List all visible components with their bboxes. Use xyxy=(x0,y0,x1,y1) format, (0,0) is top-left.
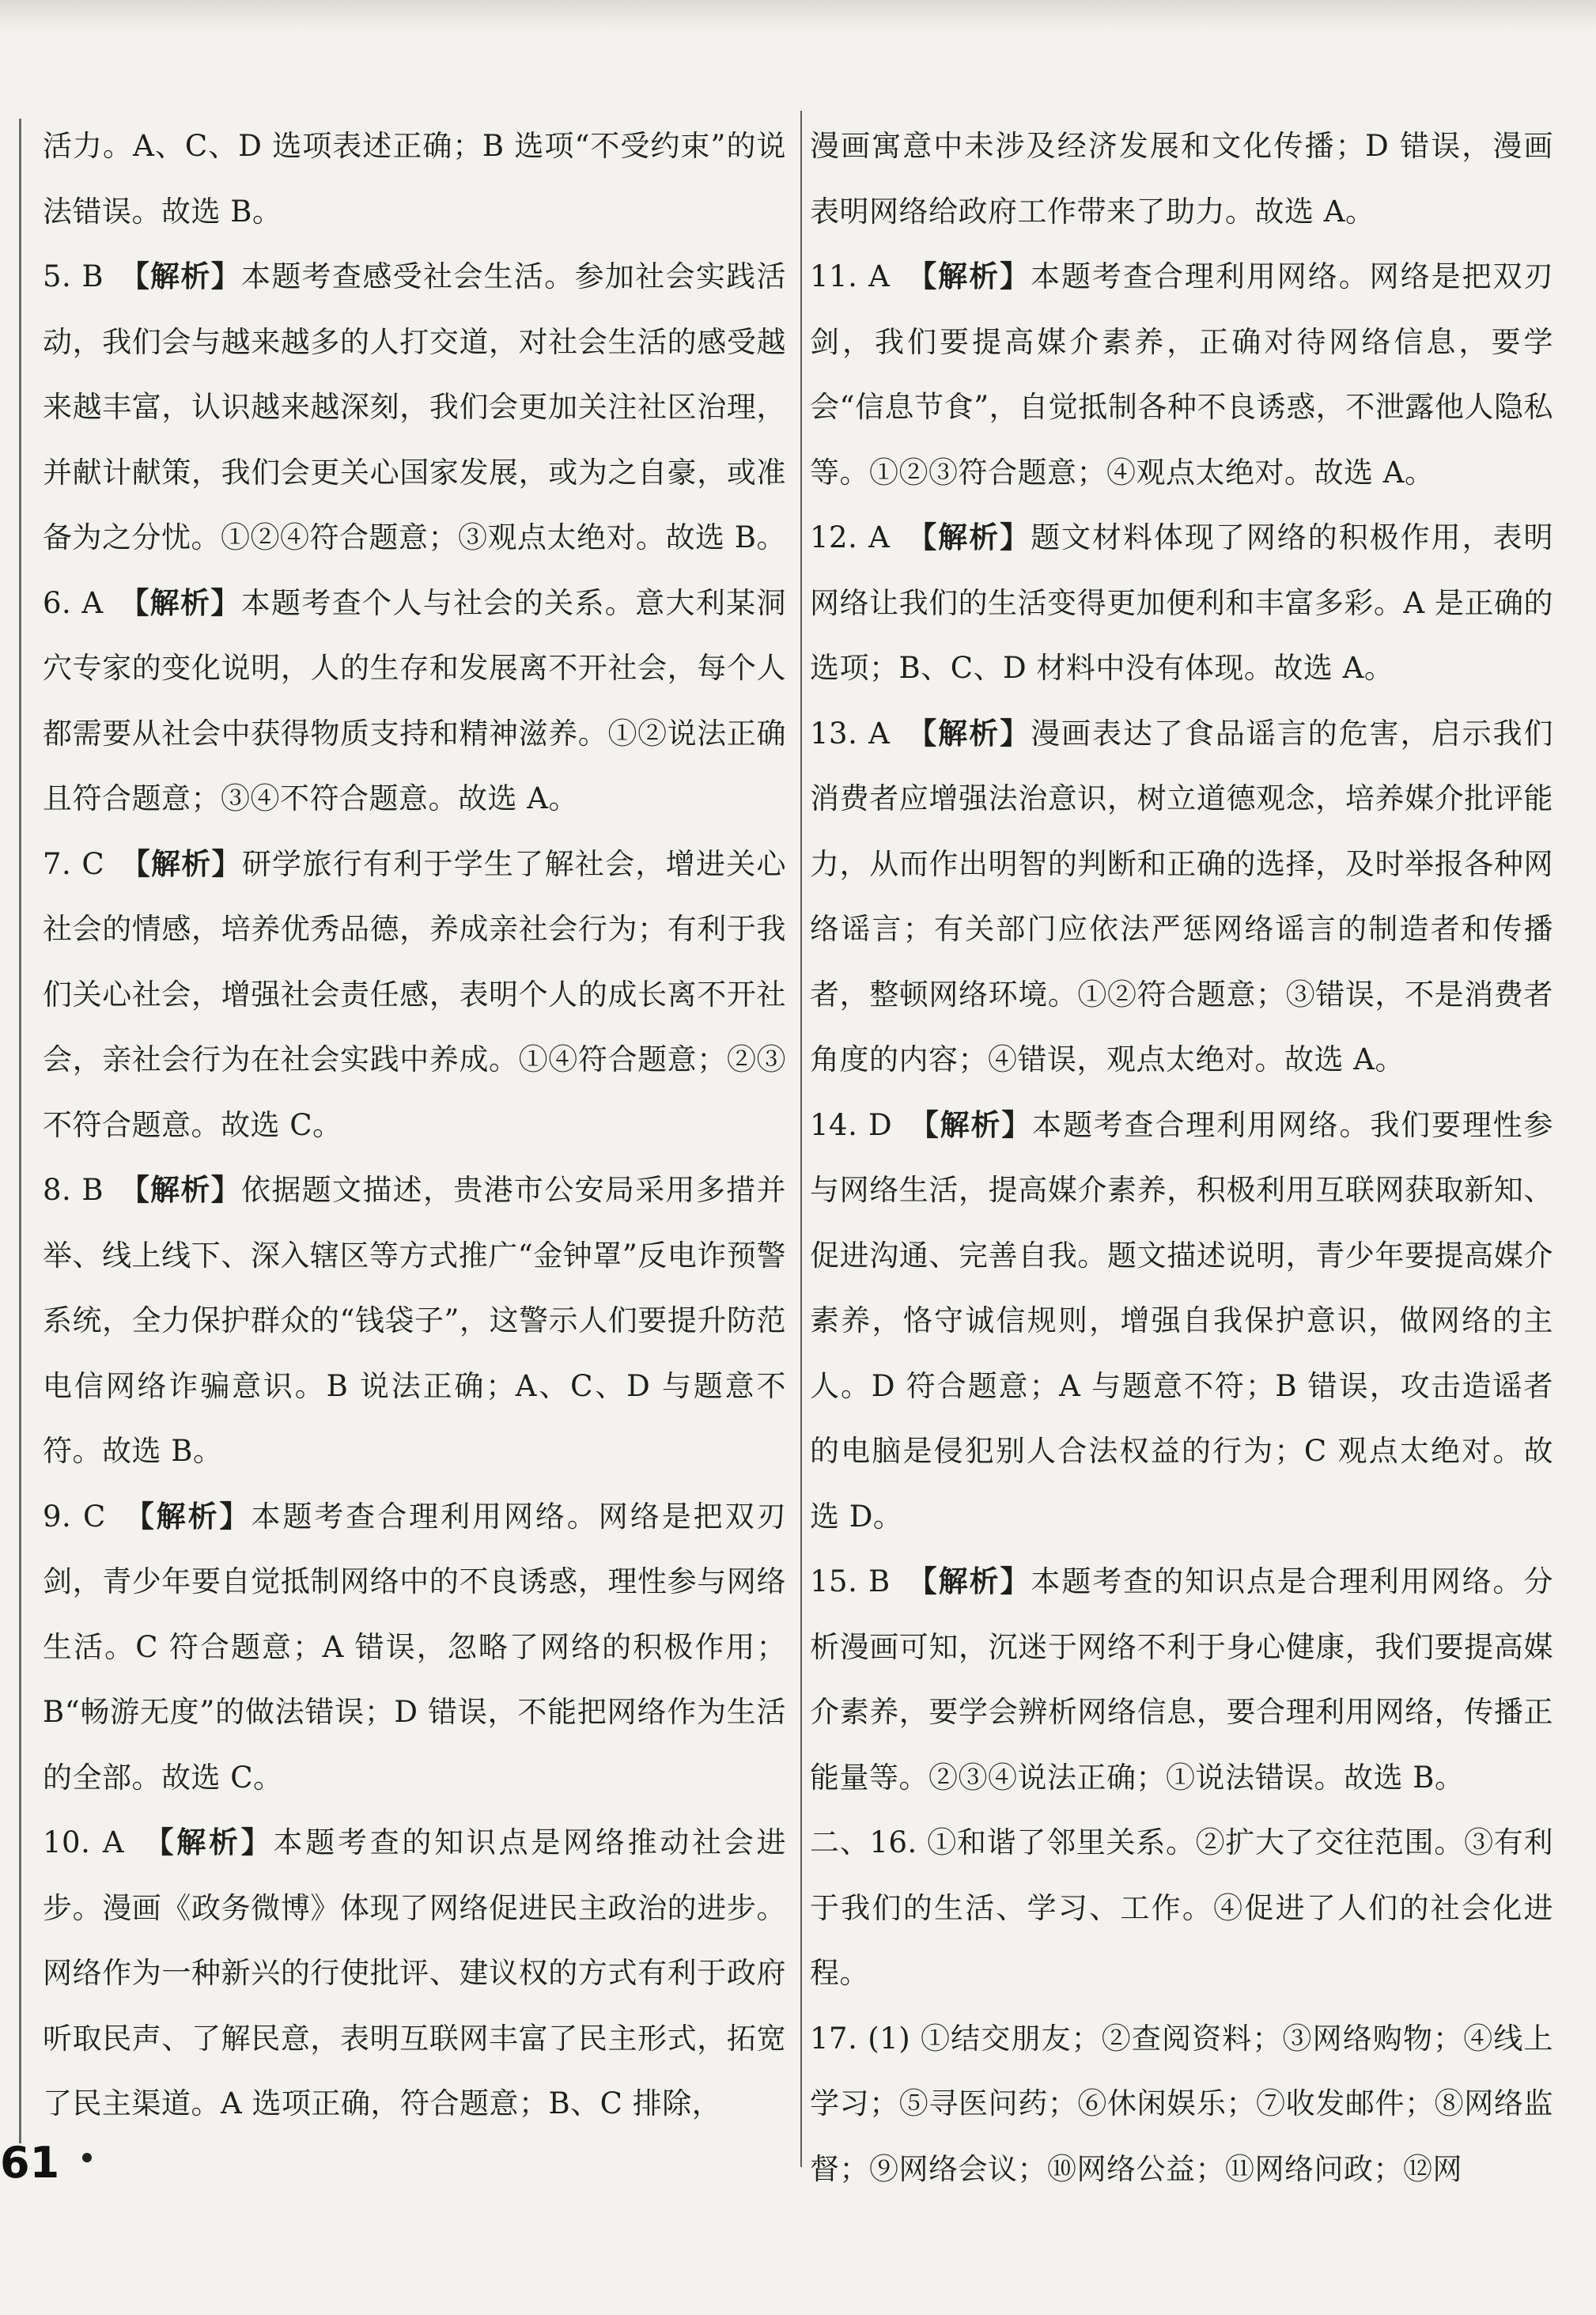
answer-number: 6. A xyxy=(43,585,134,620)
analysis-text: 本题考查合理利用网络。网络是把双刃剑，我们要提高媒介素养，正确对待网络信息，要学会“信息节食”，自觉抵制各种不良诱惑，不泄露他人隐私等。①②③符合题意；④观点太绝对。故选 A。 xyxy=(810,259,1554,490)
answer-15 xyxy=(810,1549,1553,1810)
analysis-tag: 【解析】 xyxy=(134,585,241,620)
left-column xyxy=(43,114,786,2137)
analysis-text: 本题考查的知识点是网络推动社会进步。漫画《政务微博》体现了网络促进民主政治的进步。网络作为一种新兴的行使批评、建议权的方式有利于政府听取民声、了解民意，表明互联网丰富了民主形式，拓宽了民主渠道。A 选项正确，符合题意；B、C 排除， xyxy=(43,1825,787,2120)
analysis-text: 漫画表达了食品谣言的危害，启示我们消费者应增强法治意识，树立道德观念，培养媒介批评能力，从而作出明智的判断和正确的选择，及时举报各种网络谣言；有关部门应依法严惩网络谣言的制造者和传播者，整顿网络环境。①②符合题意；③错误，不是消费者角度的内容；④错误，观点太绝对。故选 A。 xyxy=(810,716,1554,1076)
analysis-tag: 【解析】 xyxy=(922,1564,1031,1598)
analysis-text: 本题考查合理利用网络。网络是把双刃剑，青少年要自觉抵制网络中的不良诱惑，理性参与网络生活。C 符合题意；A 错误，忽略了网络的积极作用；B“畅游无度”的做法错误；D 错误，不能把网络作为生活的全部。故选 C。 xyxy=(43,1499,787,1795)
analysis-tag: 【解析】 xyxy=(921,259,1031,293)
entry-text: 漫画寓意中未涉及经济发展和文化传播；D 错误，漫画表明网络给政府工作带来了助力。故选 A。 xyxy=(810,129,1553,229)
analysis-tag: 【解析】 xyxy=(139,1499,252,1534)
answer-7 xyxy=(43,832,786,1159)
analysis-text: 本题考查的知识点是合理利用网络。分析漫画可知，沉迷于网络不利于身心健康，我们要提高媒介素养，要学会辨析网络信息，要合理利用网络，传播正能量等。②③④说法正确；①说法错误。故选 B。 xyxy=(810,1564,1554,1795)
left-margin-line xyxy=(19,119,21,2143)
analysis-tag: 【解析】 xyxy=(924,1107,1033,1142)
right-column xyxy=(810,114,1553,2202)
answer-number: 9. C xyxy=(43,1499,140,1534)
analysis-text: 题文材料体现了网络的积极作用，表明网络让我们的生活变得更加便利和丰富多彩。A 是正确的选项；B、C、D 材料中没有体现。故选 A。 xyxy=(810,520,1554,685)
answer-number: 8. B xyxy=(43,1173,135,1207)
answer-5 xyxy=(43,244,786,571)
answer-16 xyxy=(810,1810,1553,2007)
entry-text: 二、16. ①和谐了邻里关系。②扩大了交往范围。③有利于我们的生活、学习、工作。④促进了人们的社会化进程。 xyxy=(810,1825,1553,1990)
analysis-tag: 【解析】 xyxy=(135,846,242,881)
analysis-text: 本题考查感受社会生活。参加社会实践活动，我们会与越来越多的人打交道，对社会生活的感受越来越丰富，认识越来越深刻，我们会更加关注社区治理，并献计献策，我们会更关心国家发展，或为之自豪，或准备为之分忧。①②④符合题意；③观点太绝对。故选 B。 xyxy=(43,259,787,554)
analysis-text: 研学旅行有利于学生了解社会，增进关心社会的情感，培养优秀品德，养成亲社会行为；有利于我们关心社会，增强社会责任感，表明个人的成长离不开社会，亲社会行为在社会实践中养成。①④符合题意；②③不符合题意。故选 C。 xyxy=(43,846,787,1142)
analysis-text: 依据题文描述，贵港市公安局采用多措并举、线上线下、深入辖区等方式推广“金钟罩”反电诈预警系统，全力保护群众的“钱袋子”，这警示人们要提升防范电信网络诈骗意识。B 说法正确；A、C、D 与题意不符。故选 B。 xyxy=(43,1173,787,1468)
answer-number: 15. B xyxy=(810,1564,923,1598)
answer-number: 7. C xyxy=(43,846,136,881)
answer-11 xyxy=(810,244,1553,505)
entry-continuation xyxy=(43,114,786,244)
answer-number: 13. A xyxy=(810,716,922,751)
answer-14 xyxy=(810,1093,1553,1550)
answer-6 xyxy=(43,571,786,832)
answer-number: 14. D xyxy=(810,1107,925,1142)
answer-number: 12. A xyxy=(810,520,922,554)
entry-text: 17. (1) ①结交朋友；②查阅资料；③网络购物；④线上学习；⑤寻医问药；⑥休闲娱乐；⑦收发邮件；⑧网络监督；⑨网络会议；⑩网络公益；⑪网络问政；⑫网 xyxy=(810,2021,1553,2186)
analysis-text: 本题考查个人与社会的关系。意大利某洞穴专家的变化说明，人的生存和发展离不开社会，每个人都需要从社会中获得物质支持和精神滋养。①②说法正确且符合题意；③④不符合题意。故选 A。 xyxy=(43,585,786,815)
entry-continuation xyxy=(810,114,1553,244)
analysis-text: 本题考查合理利用网络。我们要理性参与网络生活，提高媒介素养，积极利用互联网获取新知、促进沟通、完善自我。题文描述说明，青少年要提高媒介素养，恪守诚信规则，增强自我保护意识，做网络的主人。D 符合题意；A 与题意不符；B 错误，攻击造谣者的电脑是侵犯别人合法权益的行为；C 观点太绝对。故选 D。 xyxy=(810,1107,1553,1534)
answer-17 xyxy=(810,2007,1553,2203)
answer-9 xyxy=(43,1485,786,1811)
answer-13 xyxy=(810,702,1553,1093)
answer-10 xyxy=(43,1810,786,2137)
column-divider xyxy=(800,111,802,2167)
answer-number: 11. A xyxy=(810,259,922,293)
analysis-tag: 【解析】 xyxy=(134,259,242,293)
answer-number: 10. A xyxy=(43,1825,160,1859)
analysis-tag: 【解析】 xyxy=(921,520,1031,554)
page-number-dot xyxy=(82,2153,92,2162)
analysis-tag: 【解析】 xyxy=(159,1825,274,1859)
entry-text: 活力。A、C、D 选项表述正确；B 选项“不受约束”的说法错误。故选 B。 xyxy=(43,129,786,229)
answer-number: 5. B xyxy=(43,259,135,293)
answer-12 xyxy=(810,505,1553,702)
analysis-tag: 【解析】 xyxy=(134,1173,242,1207)
analysis-tag: 【解析】 xyxy=(921,716,1031,751)
answer-8 xyxy=(43,1158,786,1485)
page-top-shadow xyxy=(0,0,1596,32)
page-number: 61 xyxy=(0,2138,60,2188)
